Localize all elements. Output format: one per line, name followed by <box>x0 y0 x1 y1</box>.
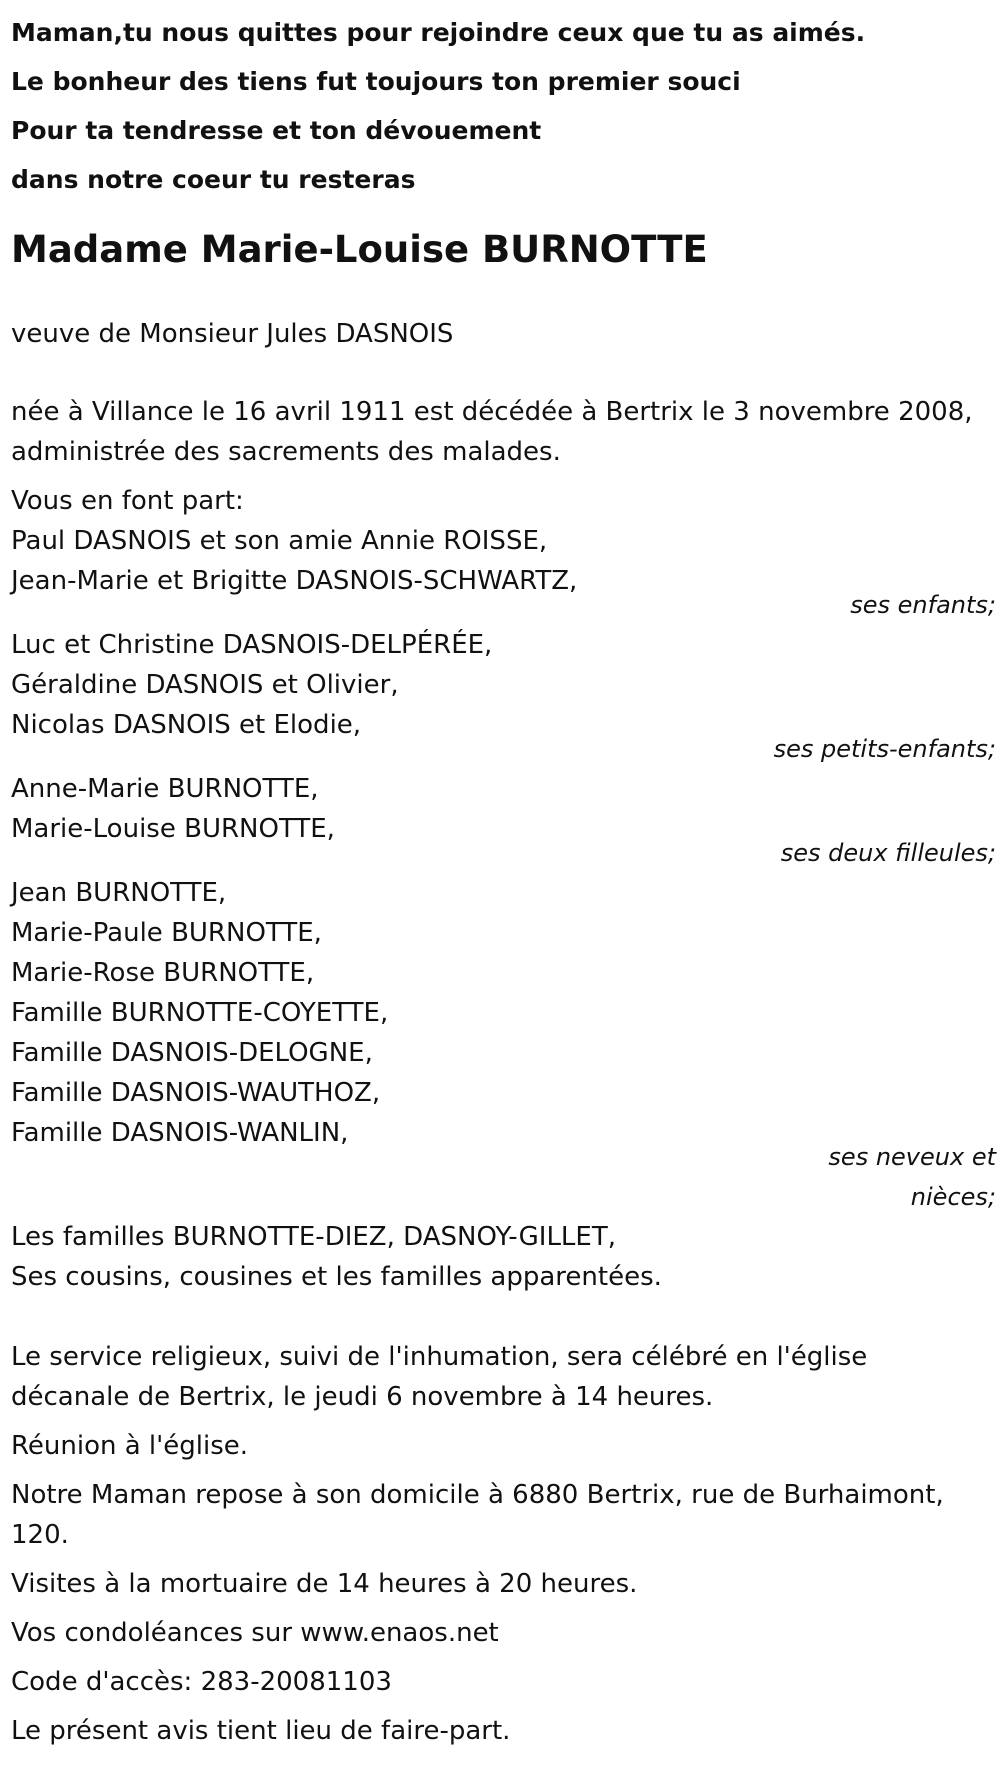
family-member: Géraldine DASNOIS et Olivier, <box>11 670 399 700</box>
condolences-text: Vos condoléances sur www.enaos.net <box>11 1618 499 1648</box>
notice-text: Le présent avis tient lieu de faire-part. <box>11 1716 511 1746</box>
announce-intro: Vous en font part: <box>11 486 244 516</box>
family-member: Famille DASNOIS-WAUTHOZ, <box>11 1078 381 1108</box>
poem-line: dans notre coeur tu resteras <box>11 165 416 194</box>
family-group-goddaughters <box>11 769 996 873</box>
poem-line: Pour ta tendresse et ton dévouement <box>11 116 542 145</box>
family-member: Nicolas DASNOIS et Elodie, <box>11 710 362 740</box>
family-member: Luc et Christine DASNOIS-DELPÉRÉE, <box>11 630 493 660</box>
family-member: Marie-Rose BURNOTTE, <box>11 958 315 988</box>
poem-line: Maman,tu nous quittes pour rejoindre ceux que tu as aimés. <box>11 18 866 47</box>
relation-label: ses neveux et nièces; <box>828 1143 996 1211</box>
deceased-name: Madame Marie-Louise BURNOTTE <box>11 228 708 271</box>
poem <box>11 0 1000 204</box>
family-group-nephews-nieces <box>11 873 996 1217</box>
access-code: Code d'accès: 283-20081103 <box>11 1667 392 1697</box>
extended-family-line: Les familles BURNOTTE-DIEZ, DASNOY-GILLET, <box>11 1222 616 1252</box>
relation-label: ses petits-enfants; <box>773 735 996 763</box>
birth-death-text: née à Villance le 16 avril 1911 est décédée à Bertrix le 3 novembre 2008, administrée des sacrements des malades. <box>11 397 973 467</box>
family-group-grandchildren <box>11 625 996 769</box>
family-group-children <box>11 521 996 625</box>
extended-family <box>11 1217 996 1297</box>
relation-label: ses deux filleules; <box>780 839 996 867</box>
visits-text: Visites à la mortuaire de 14 heures à 20 heures. <box>11 1569 638 1599</box>
relation-label: ses enfants; <box>850 591 996 619</box>
family-member: Famille BURNOTTE-COYETTE, <box>11 998 389 1028</box>
repose-text: Notre Maman repose à son domicile à 6880 Bertrix, rue de Burhaimont, 120. <box>11 1480 944 1550</box>
family-member: Jean-Marie et Brigitte DASNOIS-SCHWARTZ, <box>11 566 578 596</box>
family-member: Paul DASNOIS et son amie Annie ROISSE, <box>11 526 548 556</box>
meeting-text: Réunion à l'église. <box>11 1431 249 1461</box>
family-member: Marie-Louise BURNOTTE, <box>11 814 335 844</box>
family-member: Famille DASNOIS-DELOGNE, <box>11 1038 373 1068</box>
family-member: Marie-Paule BURNOTTE, <box>11 918 322 948</box>
service-text: Le service religieux, suivi de l'inhumation, sera célébré en l'église décanale de Bertrix, le jeudi 6 novembre à 14 heures. <box>11 1342 868 1412</box>
extended-family-line: Ses cousins, cousines et les familles apparentées. <box>11 1262 662 1292</box>
family-member: Famille DASNOIS-WANLIN, <box>11 1118 349 1148</box>
family-member: Anne-Marie BURNOTTE, <box>11 774 319 804</box>
widow-of: veuve de Monsieur Jules DASNOIS <box>11 319 454 349</box>
family-member: Jean BURNOTTE, <box>11 878 227 908</box>
poem-line: Le bonheur des tiens fut toujours ton premier souci <box>11 67 741 96</box>
